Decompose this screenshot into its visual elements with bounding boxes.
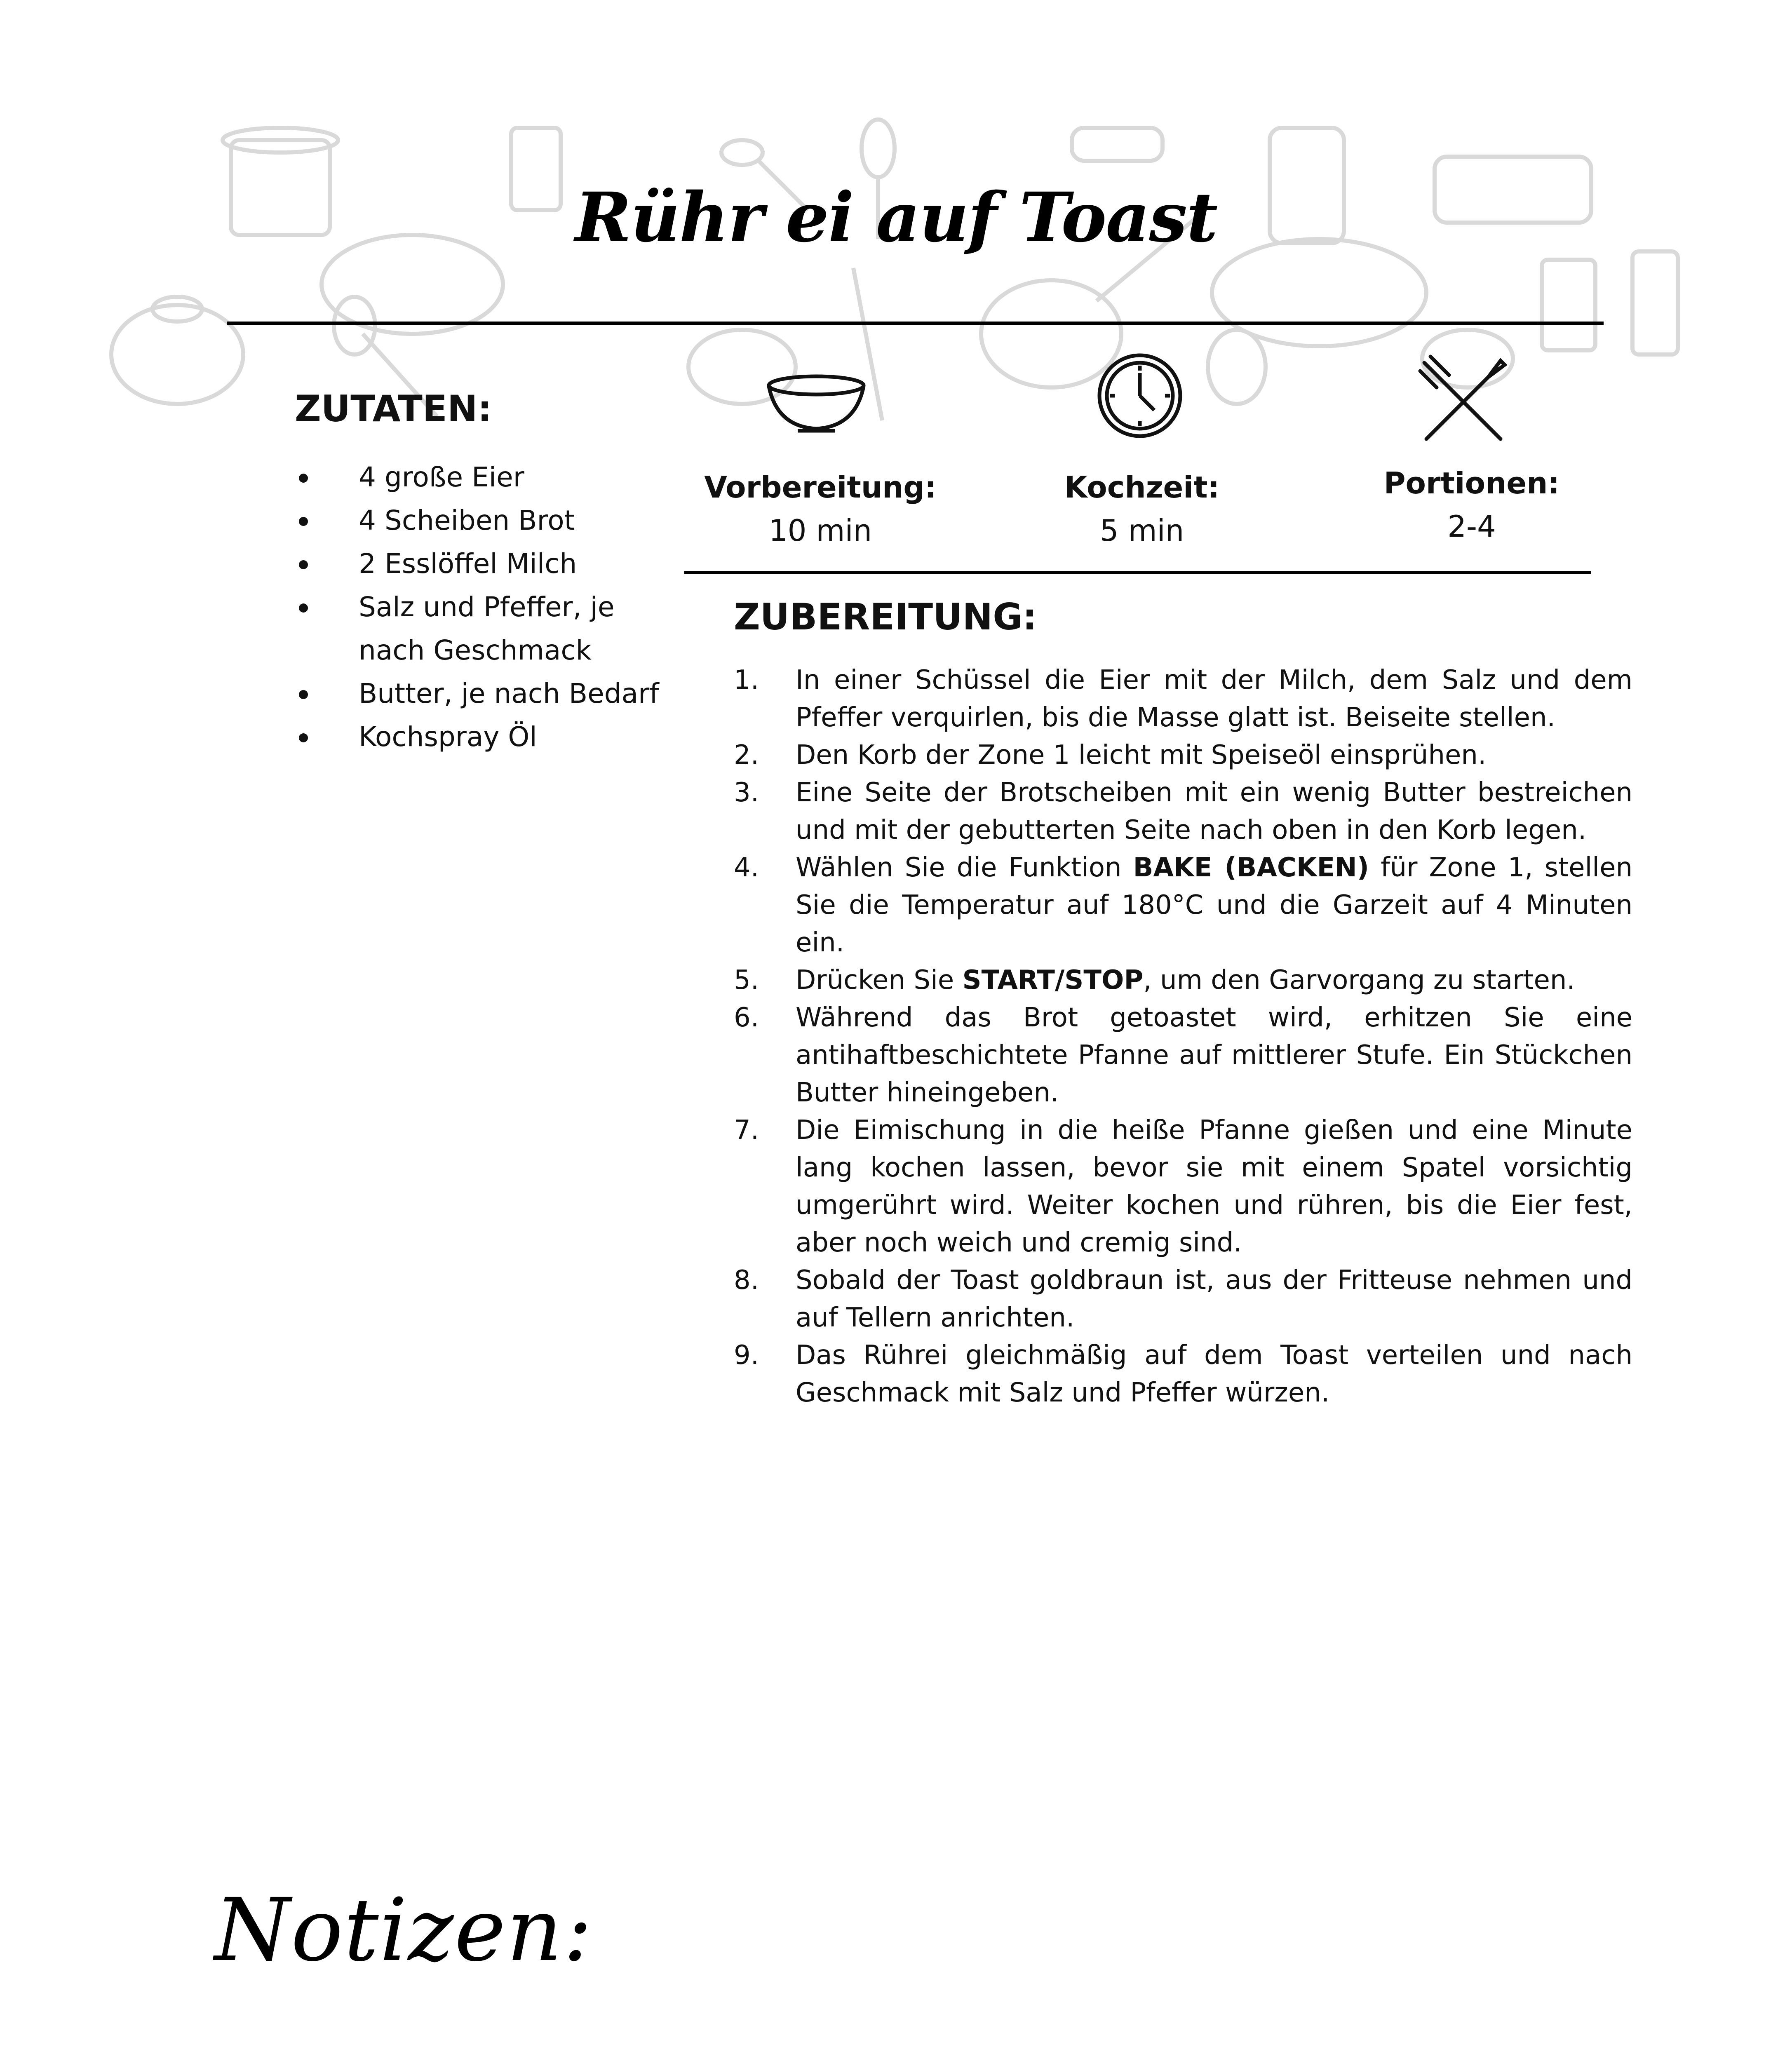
ingredient-item: Kochspray Öl — [295, 715, 686, 758]
step-number: 8. — [734, 1265, 759, 1296]
ingredient-item: 4 große Eier — [295, 455, 686, 499]
preparation-steps — [734, 662, 1632, 1412]
step-emphasis-text: BAKE (BACKEN) — [1133, 852, 1369, 883]
clock-icon — [1097, 352, 1183, 439]
prep-time-value: 10 min — [768, 513, 872, 548]
preparation-step — [734, 737, 1632, 774]
servings-label: Portionen: — [1383, 466, 1560, 500]
step-text: Die Eimischung in die heiße Pfanne gießen und eine Minute lang kochen lassen, bevor sie mit einem Spatel vorsichtig umgerührt wird. Weiter kochen und rühren, bis die Eier fest, aber noch weich und cremig sind. — [796, 1115, 1632, 1258]
ingredients-list — [295, 455, 686, 758]
step-number: 4. — [734, 852, 759, 883]
cook-time-label: Kochzeit: — [1064, 470, 1220, 505]
preparation-step — [734, 1262, 1632, 1337]
step-number: 2. — [734, 740, 759, 770]
ingredients-heading: ZUTATEN: — [295, 387, 492, 430]
step-text: Den Korb der Zone 1 leicht mit Speiseöl einsprühen. — [796, 740, 1487, 770]
preparation-step — [734, 962, 1632, 999]
step-text: In einer Schüssel die Eier mit der Milch, dem Salz und dem Pfeffer verquirlen, bis die Masse glatt ist. Beiseite stellen. — [796, 665, 1632, 733]
preparation-step — [734, 849, 1632, 962]
bowl-icon — [765, 373, 868, 435]
step-text: Wählen Sie die Funktion — [796, 852, 1133, 883]
preparation-step — [734, 774, 1632, 849]
recipe-title: Rühr ei auf Toast — [575, 177, 1217, 257]
title-divider — [227, 322, 1604, 325]
cook-time-value: 5 min — [1099, 513, 1184, 548]
step-text: , um den Garvorgang zu starten. — [1143, 965, 1575, 995]
ingredient-item: 4 Scheiben Brot — [295, 499, 686, 542]
step-text: Während das Brot getoastet wird, erhitzen Sie eine antihaftbeschichtete Pfanne auf mittlerer Stufe. Ein Stückchen Butter hineingeben. — [796, 1002, 1632, 1108]
notes-heading: Notizen: — [214, 1880, 593, 1981]
kitchen-doodles-top-decoration — [0, 103, 1792, 441]
step-text: Eine Seite der Brotscheiben mit ein wenig Butter bestreichen und mit der gebutterten Seite nach oben in den Korb legen. — [796, 777, 1632, 845]
step-emphasis-text: START/STOP — [962, 965, 1144, 995]
step-number: 6. — [734, 1002, 759, 1033]
step-text: Sobald der Toast goldbraun ist, aus der Fritteuse nehmen und auf Tellern anrichten. — [796, 1265, 1632, 1333]
fork-knife-icon — [1418, 352, 1509, 443]
step-number: 9. — [734, 1340, 759, 1371]
preparation-step — [734, 1337, 1632, 1412]
step-number: 1. — [734, 665, 759, 695]
step-number: 5. — [734, 965, 759, 995]
preparation-step — [734, 999, 1632, 1112]
preparation-step — [734, 662, 1632, 737]
step-number: 7. — [734, 1115, 759, 1146]
step-text: Das Rührei gleichmäßig auf dem Toast verteilen und nach Geschmack mit Salz und Pfeffer würzen. — [796, 1340, 1632, 1408]
ingredient-item: Butter, je nach Bedarf — [295, 672, 686, 715]
preparation-step — [734, 1112, 1632, 1262]
servings-value: 2-4 — [1447, 509, 1496, 544]
ingredient-item: Salz und Pfeffer, je nach Geschmack — [295, 585, 686, 672]
step-text: Drücken Sie — [796, 965, 963, 995]
step-number: 3. — [734, 777, 759, 808]
step-text: für Zone 1, stellen Sie die Temperatur auf 180°C und die Garzeit auf 4 Minuten ein. — [796, 852, 1633, 958]
info-divider — [684, 571, 1591, 574]
prep-time-label: Vorbereitung: — [704, 470, 937, 505]
ingredient-item: 2 Esslöffel Milch — [295, 542, 686, 585]
preparation-heading: ZUBEREITUNG: — [734, 596, 1037, 638]
